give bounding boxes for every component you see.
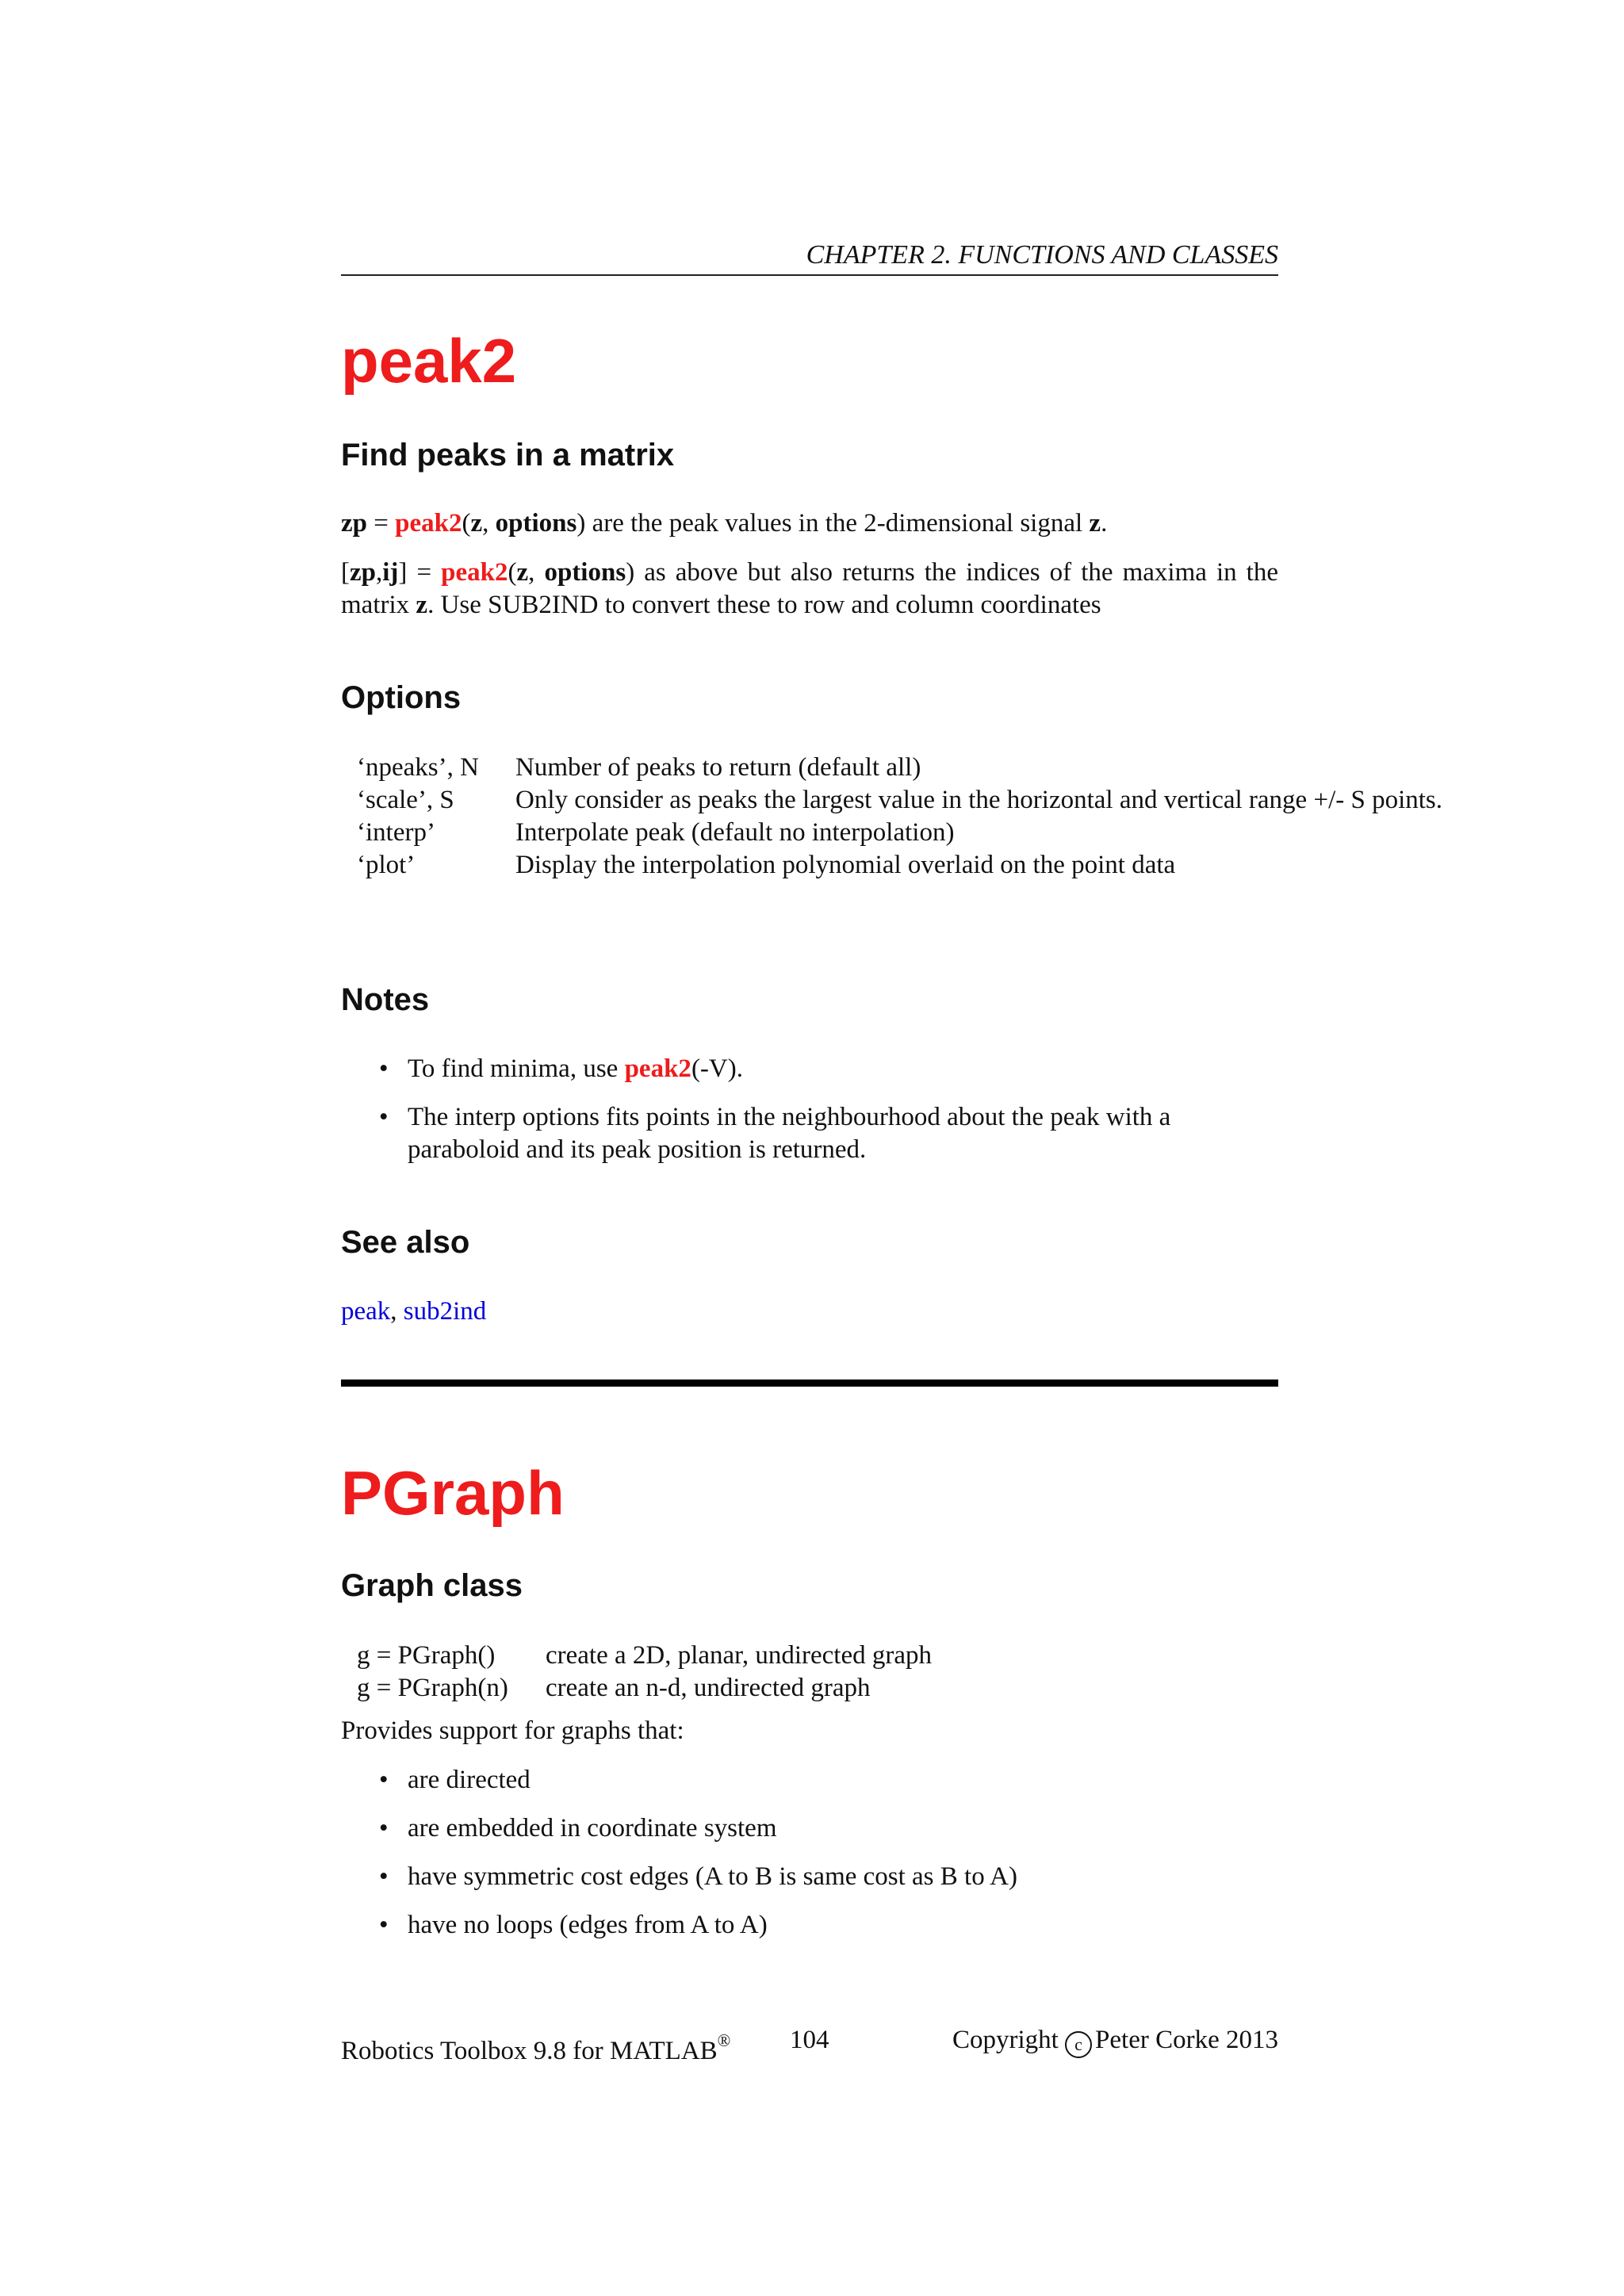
bullet-icon: • [379, 1054, 389, 1083]
note1-pre: To find minima, use [408, 1054, 625, 1083]
option-key: ‘npeaks’, N [357, 753, 479, 782]
option-desc: Interpolate peak (default no interpolation) [515, 818, 955, 847]
footer-title-text: Robotics Toolbox 9.8 for MATLAB [341, 2037, 718, 2065]
note2-text: The interp options fits points in the neighbourhood about the peak with a paraboloid and its peak position is returned. [408, 1103, 1171, 1164]
bullet-icon: • [379, 1911, 389, 1939]
usage1-out: zp [341, 509, 367, 538]
synopsis-table [357, 1640, 932, 1705]
link-sub2ind[interactable]: sub2ind [403, 1297, 487, 1326]
option-desc: Number of peaks to return (default all) [515, 753, 921, 782]
synopsis-call: g = PGraph(n) [357, 1674, 508, 1702]
usage2-comma2: , [528, 558, 545, 587]
feature-text: have no loops (edges from A to A) [408, 1911, 768, 1939]
usage2-rest2: . Use SUB2IND to convert these to row and column coordinates [427, 591, 1101, 619]
usage-line-1 [341, 507, 1278, 540]
note1-post: (-V). [691, 1054, 743, 1083]
section-subtitle-pgraph: Graph class [341, 1568, 523, 1603]
list-item [379, 1812, 1283, 1845]
running-head: CHAPTER 2. FUNCTIONS AND CLASSES [806, 240, 1278, 270]
section-divider [341, 1380, 1278, 1387]
link-peak[interactable]: peak [341, 1297, 391, 1326]
registered-mark: ® [717, 2030, 731, 2050]
synopsis-call: g = PGraph() [357, 1641, 496, 1670]
option-desc: Display the interpolation polynomial overlaid on the point data [515, 851, 1176, 879]
bullet-icon: • [379, 1766, 389, 1794]
feature-text: are directed [408, 1766, 530, 1794]
notes-heading: Notes [341, 982, 430, 1017]
option-row [357, 817, 1624, 849]
function-ref-peak2: peak2 [441, 558, 508, 587]
usage2-out2: ij [382, 558, 399, 587]
see-also-heading: See also [341, 1225, 470, 1260]
usage1-arg2: options [495, 509, 577, 538]
section-title-pgraph: PGraph [341, 1458, 565, 1528]
footer-title [341, 2024, 730, 2068]
synopsis-desc: create a 2D, planar, undirected graph [546, 1641, 933, 1670]
usage2-paren: ( [508, 558, 517, 587]
usage2-open: [ [341, 558, 350, 587]
usage2-close: ] = [398, 558, 442, 587]
bullet-icon: • [379, 1814, 389, 1843]
option-key: ‘interp’ [357, 818, 435, 847]
option-key: ‘scale’, S [357, 786, 454, 814]
usage-line-2 [341, 557, 1278, 622]
section-subtitle-peak2: Find peaks in a matrix [341, 438, 675, 473]
option-desc: Only consider as peaks the largest value in the horizontal and vertical range +/- S points. [515, 786, 1443, 814]
list-item [379, 1909, 1283, 1942]
list-item [379, 1861, 1283, 1893]
feature-text: have symmetric cost edges (A to B is same cost as B to A) [408, 1862, 1017, 1891]
copyright-post: Peter Corke 2013 [1095, 2026, 1278, 2054]
usage1-end: . [1101, 509, 1108, 538]
feature-text: are embedded in coordinate system [408, 1814, 777, 1843]
function-ref-peak2: peak2 [395, 509, 462, 538]
usage2-out1: zp [350, 558, 376, 587]
copyright-pre: Copyright [952, 2026, 1066, 2054]
header-rule [341, 274, 1278, 276]
option-row [357, 849, 1624, 882]
section-title-peak2: peak2 [341, 326, 517, 396]
usage2-arg1: z [516, 558, 529, 587]
usage1-eq: = [367, 509, 396, 538]
usage1-comma: , [482, 509, 496, 538]
synopsis-row [357, 1640, 932, 1672]
usage2-arg2: options [544, 558, 626, 587]
usage2-comma1: , [376, 558, 383, 587]
copyright-icon: c [1065, 2031, 1092, 2058]
usage1-open: ( [462, 509, 471, 538]
usage2-rest: ) as above but also returns the indices of the maxima in the matrix [341, 558, 1278, 619]
option-key: ‘plot’ [357, 851, 416, 879]
link-separator: , [390, 1297, 404, 1326]
list-item [379, 1764, 1283, 1797]
pgraph-features-list [379, 1764, 1283, 1942]
function-ref-peak2: peak2 [624, 1054, 691, 1083]
document-page [341, 0, 1443, 2296]
footer-copyright [952, 2024, 1278, 2058]
usage1-arg1: z [470, 509, 483, 538]
list-item [379, 1101, 1283, 1166]
page-number: 104 [790, 2026, 829, 2054]
list-item [379, 1053, 1283, 1085]
synopsis-desc: create an n-d, undirected graph [546, 1674, 871, 1702]
option-row [357, 752, 1624, 784]
usage2-mat: z [416, 591, 428, 619]
options-table [357, 752, 1624, 882]
options-heading: Options [341, 680, 462, 715]
notes-list [379, 1053, 1283, 1166]
see-also-links [341, 1295, 486, 1328]
usage1-rest: ) are the peak values in the 2-dimensional signal [576, 509, 1090, 538]
synopsis-row [357, 1672, 932, 1705]
usage1-sig: z [1089, 509, 1101, 538]
bullet-icon: • [379, 1103, 389, 1131]
pgraph-intro: Provides support for graphs that: [341, 1716, 684, 1745]
bullet-icon: • [379, 1862, 389, 1891]
option-row [357, 784, 1624, 817]
